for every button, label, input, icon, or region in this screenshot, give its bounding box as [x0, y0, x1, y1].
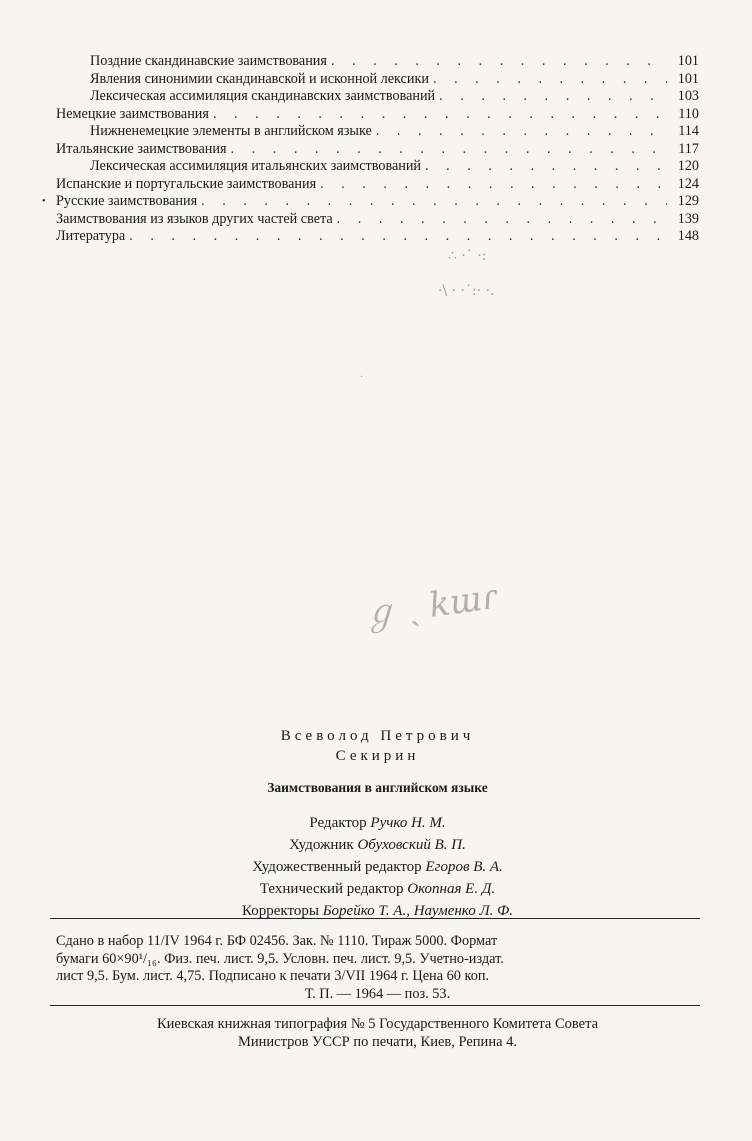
toc-entry-page: 124 — [677, 175, 699, 192]
toc-entry-title: Итальянские заимствования — [56, 140, 227, 157]
toc-entry-title: Литература — [56, 228, 126, 244]
toc-leader-dots — [372, 123, 667, 141]
toc-leader-dots — [209, 106, 667, 124]
publication-line: лист 9,5. Бум. лист. 4,75. Подписано к печати 3/VII 1964 г. Цена 60 коп. — [56, 968, 490, 984]
toc-entry-title: Заимствования из языков других частей света — [56, 210, 333, 227]
toc-entry — [56, 158, 699, 176]
credit-role: Художественный редактор — [252, 859, 422, 875]
toc-entry — [56, 141, 699, 159]
publication-line: Сдано в набор 11/IV 1964 г. БФ 02456. Зак. № 1110. Тираж 5000. Формат — [56, 933, 498, 949]
toc-leader-dots — [197, 193, 667, 211]
credit-name: Ручко Н. М. — [370, 815, 446, 831]
toc-entry — [56, 53, 699, 71]
printer-details — [56, 1016, 699, 1051]
toc-entry-page: 110 — [678, 105, 699, 122]
ink-smudge: ·\ · ·˙:· ·. — [438, 283, 495, 299]
credit-role: Корректоры — [242, 903, 319, 919]
toc-entry-page: 114 — [678, 123, 699, 139]
stray-ink-mark: • — [42, 196, 46, 207]
toc-entry — [56, 88, 699, 106]
toc-entry-page: 101 — [677, 53, 699, 69]
toc-entry-title: Испанские и португальские заимствования — [56, 175, 317, 192]
toc-entry-page: 101 — [677, 70, 699, 87]
toc-entry-title: Явления синонимии скандинавской и исконной лексики — [90, 70, 429, 87]
credit-name: Борейко Т. А., Науменко Л. Ф. — [322, 903, 513, 919]
toc-leader-dots — [316, 176, 667, 194]
toc-entry-title: Русские заимствования — [56, 193, 198, 209]
printer-line: Министров УССР по печати, Киев, Репина 4. — [237, 1033, 518, 1050]
toc-entry-page: 103 — [677, 88, 699, 104]
publication-line: бумаги 60×90¹/₁₆. Физ. печ. лист. 9,5. Условн. печ. лист. 9,5. Учетно-издат. — [56, 950, 504, 967]
toc-leader-dots — [429, 71, 667, 89]
toc-leader-dots — [435, 88, 667, 106]
toc-leader-dots — [125, 228, 667, 246]
toc-entry-page: 117 — [678, 140, 699, 157]
toc-entry — [56, 71, 699, 89]
handwritten-scribble: ℊ ˎ kɯɾ — [360, 576, 500, 636]
credits-list — [56, 812, 699, 922]
publication-details — [56, 933, 699, 1003]
credit-line — [56, 834, 699, 856]
credit-role: Технический редактор — [259, 881, 404, 897]
toc-entry-page: 139 — [677, 210, 699, 227]
author-surname: Секирин — [335, 748, 420, 764]
ink-smudge: · — [360, 372, 364, 383]
toc-entry — [56, 106, 699, 124]
toc-entry — [56, 228, 699, 246]
credit-name: Егоров В. А. — [425, 859, 503, 875]
author-first-names: Всеволод Петрович — [280, 728, 475, 744]
printer-line: Киевская книжная типография № 5 Государственного Комитета Совета — [156, 1016, 599, 1032]
toc-entry-page: 148 — [677, 228, 699, 244]
divider — [50, 918, 700, 919]
toc-entry-title: Лексическая ассимиляция скандинавских заимствований — [90, 88, 436, 104]
credit-role: Художник — [289, 837, 354, 853]
credit-name: Обуховский В. П. — [357, 837, 466, 853]
table-of-contents — [56, 53, 699, 246]
toc-entry-page: 120 — [677, 158, 699, 174]
toc-entry — [56, 176, 699, 194]
credit-role: Редактор — [309, 815, 367, 831]
toc-entry — [56, 193, 699, 211]
toc-entry-title: Лексическая ассимиляция итальянских заимствований — [90, 158, 422, 174]
credit-line — [56, 878, 699, 900]
toc-entry — [56, 211, 699, 229]
toc-entry-title: Нижненемецкие элементы в английском языке — [90, 123, 372, 139]
toc-entry-title: Поздние скандинавские заимствования — [90, 53, 327, 69]
publication-line: Т. П. — 1964 — поз. 53. — [304, 985, 451, 1002]
credit-name: Окопная Е. Д. — [407, 881, 496, 897]
divider — [50, 1005, 700, 1006]
credit-line — [56, 812, 699, 834]
book-title: Заимствования в английском языке — [267, 780, 488, 795]
toc-leader-dots — [327, 53, 667, 71]
toc-entry-title: Немецкие заимствования — [56, 105, 209, 122]
credit-line — [56, 856, 699, 878]
toc-leader-dots — [421, 158, 667, 176]
ink-smudge: ∴ ·˙ ·: — [448, 248, 487, 264]
toc-leader-dots — [227, 141, 667, 159]
toc-leader-dots — [333, 211, 667, 229]
toc-entry-page: 129 — [677, 193, 699, 209]
toc-entry — [56, 123, 699, 141]
